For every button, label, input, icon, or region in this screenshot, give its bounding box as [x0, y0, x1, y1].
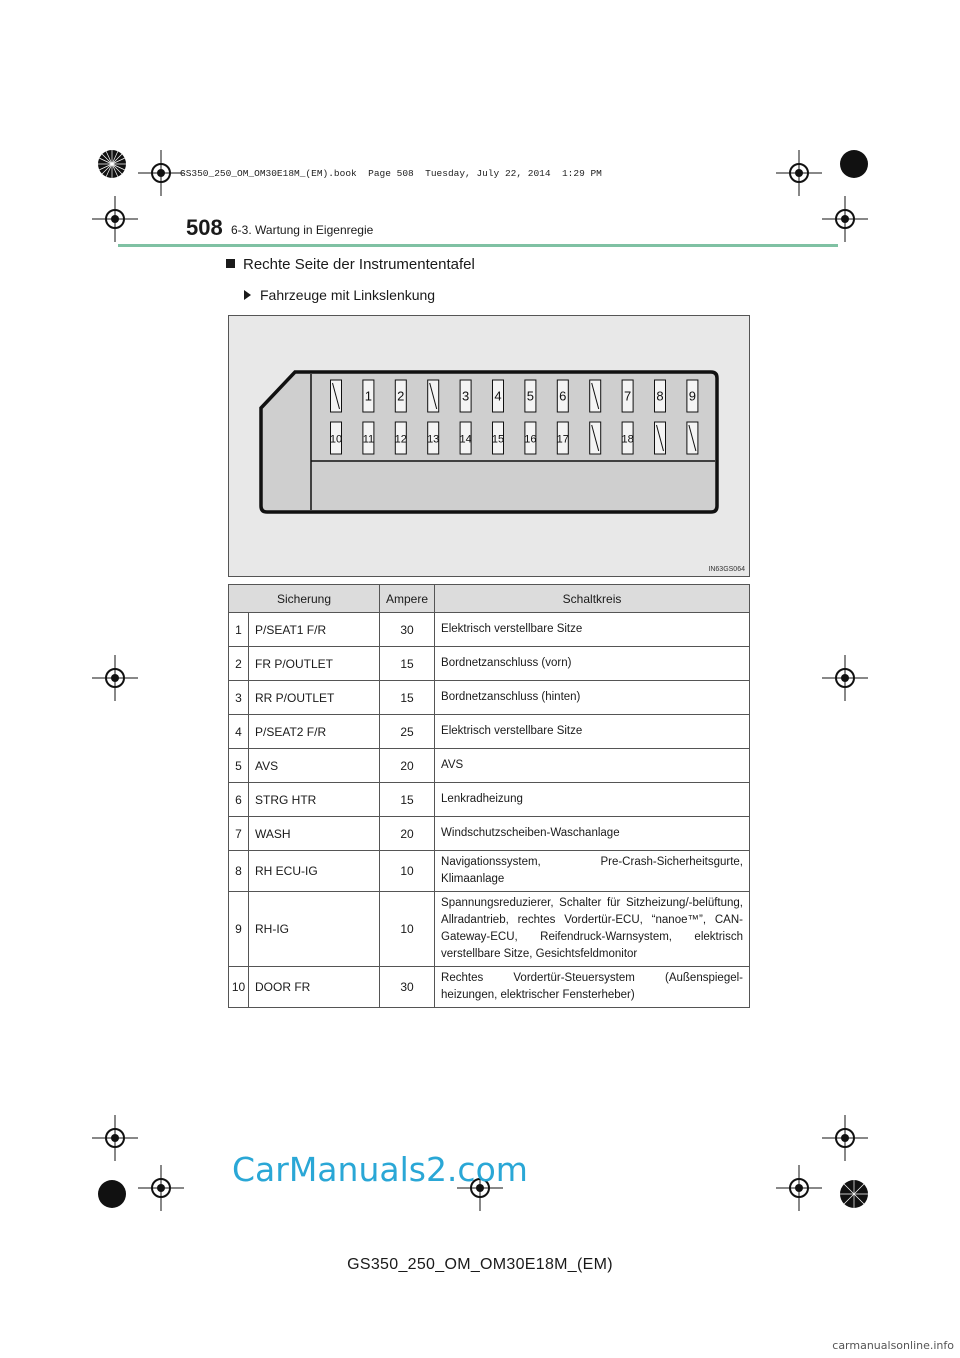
fuse-slot: [524, 422, 536, 454]
fuse-ampere: 20: [380, 749, 435, 783]
fuse-number: 4: [229, 715, 249, 749]
fuse-slot: [395, 422, 407, 454]
fuse-number: 8: [229, 851, 249, 892]
fuse-number: 9: [229, 892, 249, 967]
table-row: [229, 715, 750, 749]
fuse-ampere: 30: [380, 613, 435, 647]
fuse-slot: [525, 380, 536, 412]
fuse-number: 6: [229, 783, 249, 817]
fuse-label: 17: [556, 433, 569, 446]
fuse-slot: [460, 380, 471, 412]
fuse-label: 9: [688, 388, 697, 404]
crosshair-mark-icon: [822, 655, 868, 701]
fuse-circuit: Lenkradheizung: [435, 783, 750, 817]
fuse-number: 7: [229, 817, 249, 851]
diagram-code: IN63GS064: [708, 566, 745, 573]
fuse-label: 10: [329, 433, 343, 446]
table-row: [229, 749, 750, 783]
fuse-ampere: 25: [380, 715, 435, 749]
fuse-label: 7: [623, 388, 632, 404]
fuse-label: 11: [362, 433, 375, 446]
fuse-slot: [331, 380, 342, 412]
fuse-name: STRG HTR: [249, 783, 380, 817]
header-sicherung: Sicherung: [229, 585, 380, 613]
heading-text: Rechte Seite der Instrumententafel: [243, 256, 475, 273]
fuse-label: 12: [394, 433, 407, 446]
fuse-number: 2: [229, 647, 249, 681]
table-row: [229, 851, 750, 892]
table-header-row: [229, 585, 750, 613]
fuse-slot: [428, 380, 439, 412]
fuse-slot: [459, 422, 471, 454]
fuse-slot: [687, 422, 698, 454]
fuse-slot: [655, 380, 666, 412]
fuse-slot: [655, 422, 666, 454]
fuse-number: 5: [229, 749, 249, 783]
fuse-circuit: Elektrisch verstellbare Sitze: [435, 613, 750, 647]
fuse-slot: [363, 380, 374, 412]
fuse-slot: [590, 422, 601, 454]
fuse-ampere: 10: [380, 851, 435, 892]
fuse-slot: [493, 380, 504, 412]
fuse-name: RH ECU-IG: [249, 851, 380, 892]
fuse-label: 2: [397, 388, 405, 404]
header-ampere: Ampere: [380, 585, 435, 613]
square-bullet-icon: [226, 259, 235, 268]
crosshair-mark-icon: [138, 150, 184, 196]
fuse-slot: [687, 380, 698, 412]
fuse-table: [228, 584, 750, 1008]
fuse-label: 18: [621, 433, 634, 446]
fuse-circuit: Bordnetzanschluss (vorn): [435, 647, 750, 681]
registration-mark-icon: [88, 1170, 136, 1218]
fuse-slot: [557, 422, 569, 454]
fuse-circuit: Elektrisch verstellbare Sitze: [435, 715, 750, 749]
fuse-slot: [363, 422, 374, 454]
fuse-label: 16: [524, 433, 537, 446]
fuse-slot: [557, 380, 568, 412]
fuse-slot: [427, 422, 439, 454]
crosshair-mark-icon: [92, 1115, 138, 1161]
fuse-label: 13: [427, 433, 440, 446]
table-row: [229, 647, 750, 681]
fuse-slot: [590, 380, 601, 412]
fuse-slot: [492, 422, 504, 454]
header-rule: [118, 244, 838, 247]
watermark-site: carmanualsonline.info: [832, 1339, 954, 1352]
fuse-slot: [395, 380, 406, 412]
table-row: [229, 892, 750, 967]
registration-mark-icon: [830, 1170, 878, 1218]
fuse-name: RH-IG: [249, 892, 380, 967]
crosshair-mark-icon: [776, 1165, 822, 1211]
fuse-ampere: 15: [380, 647, 435, 681]
section-heading: [226, 256, 475, 273]
fuse-slot: [330, 422, 342, 454]
print-header: GS350_250_OM_OM30E18M_(EM).book Page 508 Tuesday, July 22, 2014 1:29 PM: [180, 168, 602, 179]
fuse-slot: [622, 380, 633, 412]
registration-mark-icon: [88, 140, 136, 188]
fuse-ampere: 15: [380, 681, 435, 715]
fuse-name: P/SEAT2 F/R: [249, 715, 380, 749]
table-row: [229, 783, 750, 817]
header-schaltkreis: Schaltkreis: [435, 585, 750, 613]
watermark-logo: CarManuals2.com: [232, 1150, 528, 1189]
fuse-label: 5: [526, 388, 535, 404]
fuse-name: RR P/OUTLET: [249, 681, 380, 715]
sub-heading: [244, 287, 435, 303]
fuse-name: FR P/OUTLET: [249, 647, 380, 681]
fuse-number: 3: [229, 681, 249, 715]
fuse-name: P/SEAT1 F/R: [249, 613, 380, 647]
crosshair-mark-icon: [92, 196, 138, 242]
fuse-circuit: Spannungsreduzierer, Schalter für Sitzheizung/-belüftung, Allradantrieb, rechtes Vordertür-ECU, “nanoe™”, CAN-Gateway-ECU, Reifendruck-Warnsystem, elektrisch verstellbare Sitze, Gesichtsfeldmonitor: [435, 892, 750, 967]
fuse-ampere: 30: [380, 967, 435, 1008]
table-row: [229, 967, 750, 1008]
fuse-label: 1: [364, 388, 373, 404]
fuse-ampere: 15: [380, 783, 435, 817]
section-title: 6-3. Wartung in Eigenregie: [231, 223, 374, 237]
crosshair-mark-icon: [822, 196, 868, 242]
crosshair-mark-icon: [138, 1165, 184, 1211]
fuse-circuit: Bordnetzanschluss (hinten): [435, 681, 750, 715]
fuse-box-diagram: [228, 315, 750, 577]
fuse-circuit: Windschutzscheiben-Waschanlage: [435, 817, 750, 851]
fuse-circuit: AVS: [435, 749, 750, 783]
crosshair-mark-icon: [822, 1115, 868, 1161]
crosshair-mark-icon: [776, 150, 822, 196]
fuse-label: 6: [559, 388, 567, 404]
crosshair-mark-icon: [92, 655, 138, 701]
page-number: 508: [186, 215, 223, 240]
table-row: [229, 817, 750, 851]
fuse-name: DOOR FR: [249, 967, 380, 1008]
fuse-circuit: Rechtes Vordertür-Steuersystem (Außenspiegel-heizungen, elektrischer Fensterheber): [435, 967, 750, 1008]
fuse-number: 10: [229, 967, 249, 1008]
fuse-label: 15: [491, 433, 505, 446]
table-row: [229, 681, 750, 715]
fuse-label: 3: [461, 388, 470, 404]
fuse-ampere: 20: [380, 817, 435, 851]
fuse-ampere: 10: [380, 892, 435, 967]
fuse-label: 4: [494, 388, 502, 404]
triangle-bullet-icon: [244, 290, 251, 300]
fuse-circuit: Navigationssystem, Pre-Crash-Sicherheitsgurte, Klimaanlage: [435, 851, 750, 892]
fuse-name: WASH: [249, 817, 380, 851]
subheading-text: Fahrzeuge mit Linkslenkung: [260, 287, 436, 303]
footer-document-id: GS350_250_OM_OM30E18M_(EM): [347, 1256, 613, 1273]
fuse-slot: [621, 422, 633, 454]
fuse-label: 8: [656, 388, 664, 404]
fuse-name: AVS: [249, 749, 380, 783]
registration-mark-icon: [830, 140, 878, 188]
fuse-number: 1: [229, 613, 249, 647]
fuse-label: 14: [459, 433, 472, 446]
table-row: [229, 613, 750, 647]
fuse-box-svg: [229, 316, 749, 576]
